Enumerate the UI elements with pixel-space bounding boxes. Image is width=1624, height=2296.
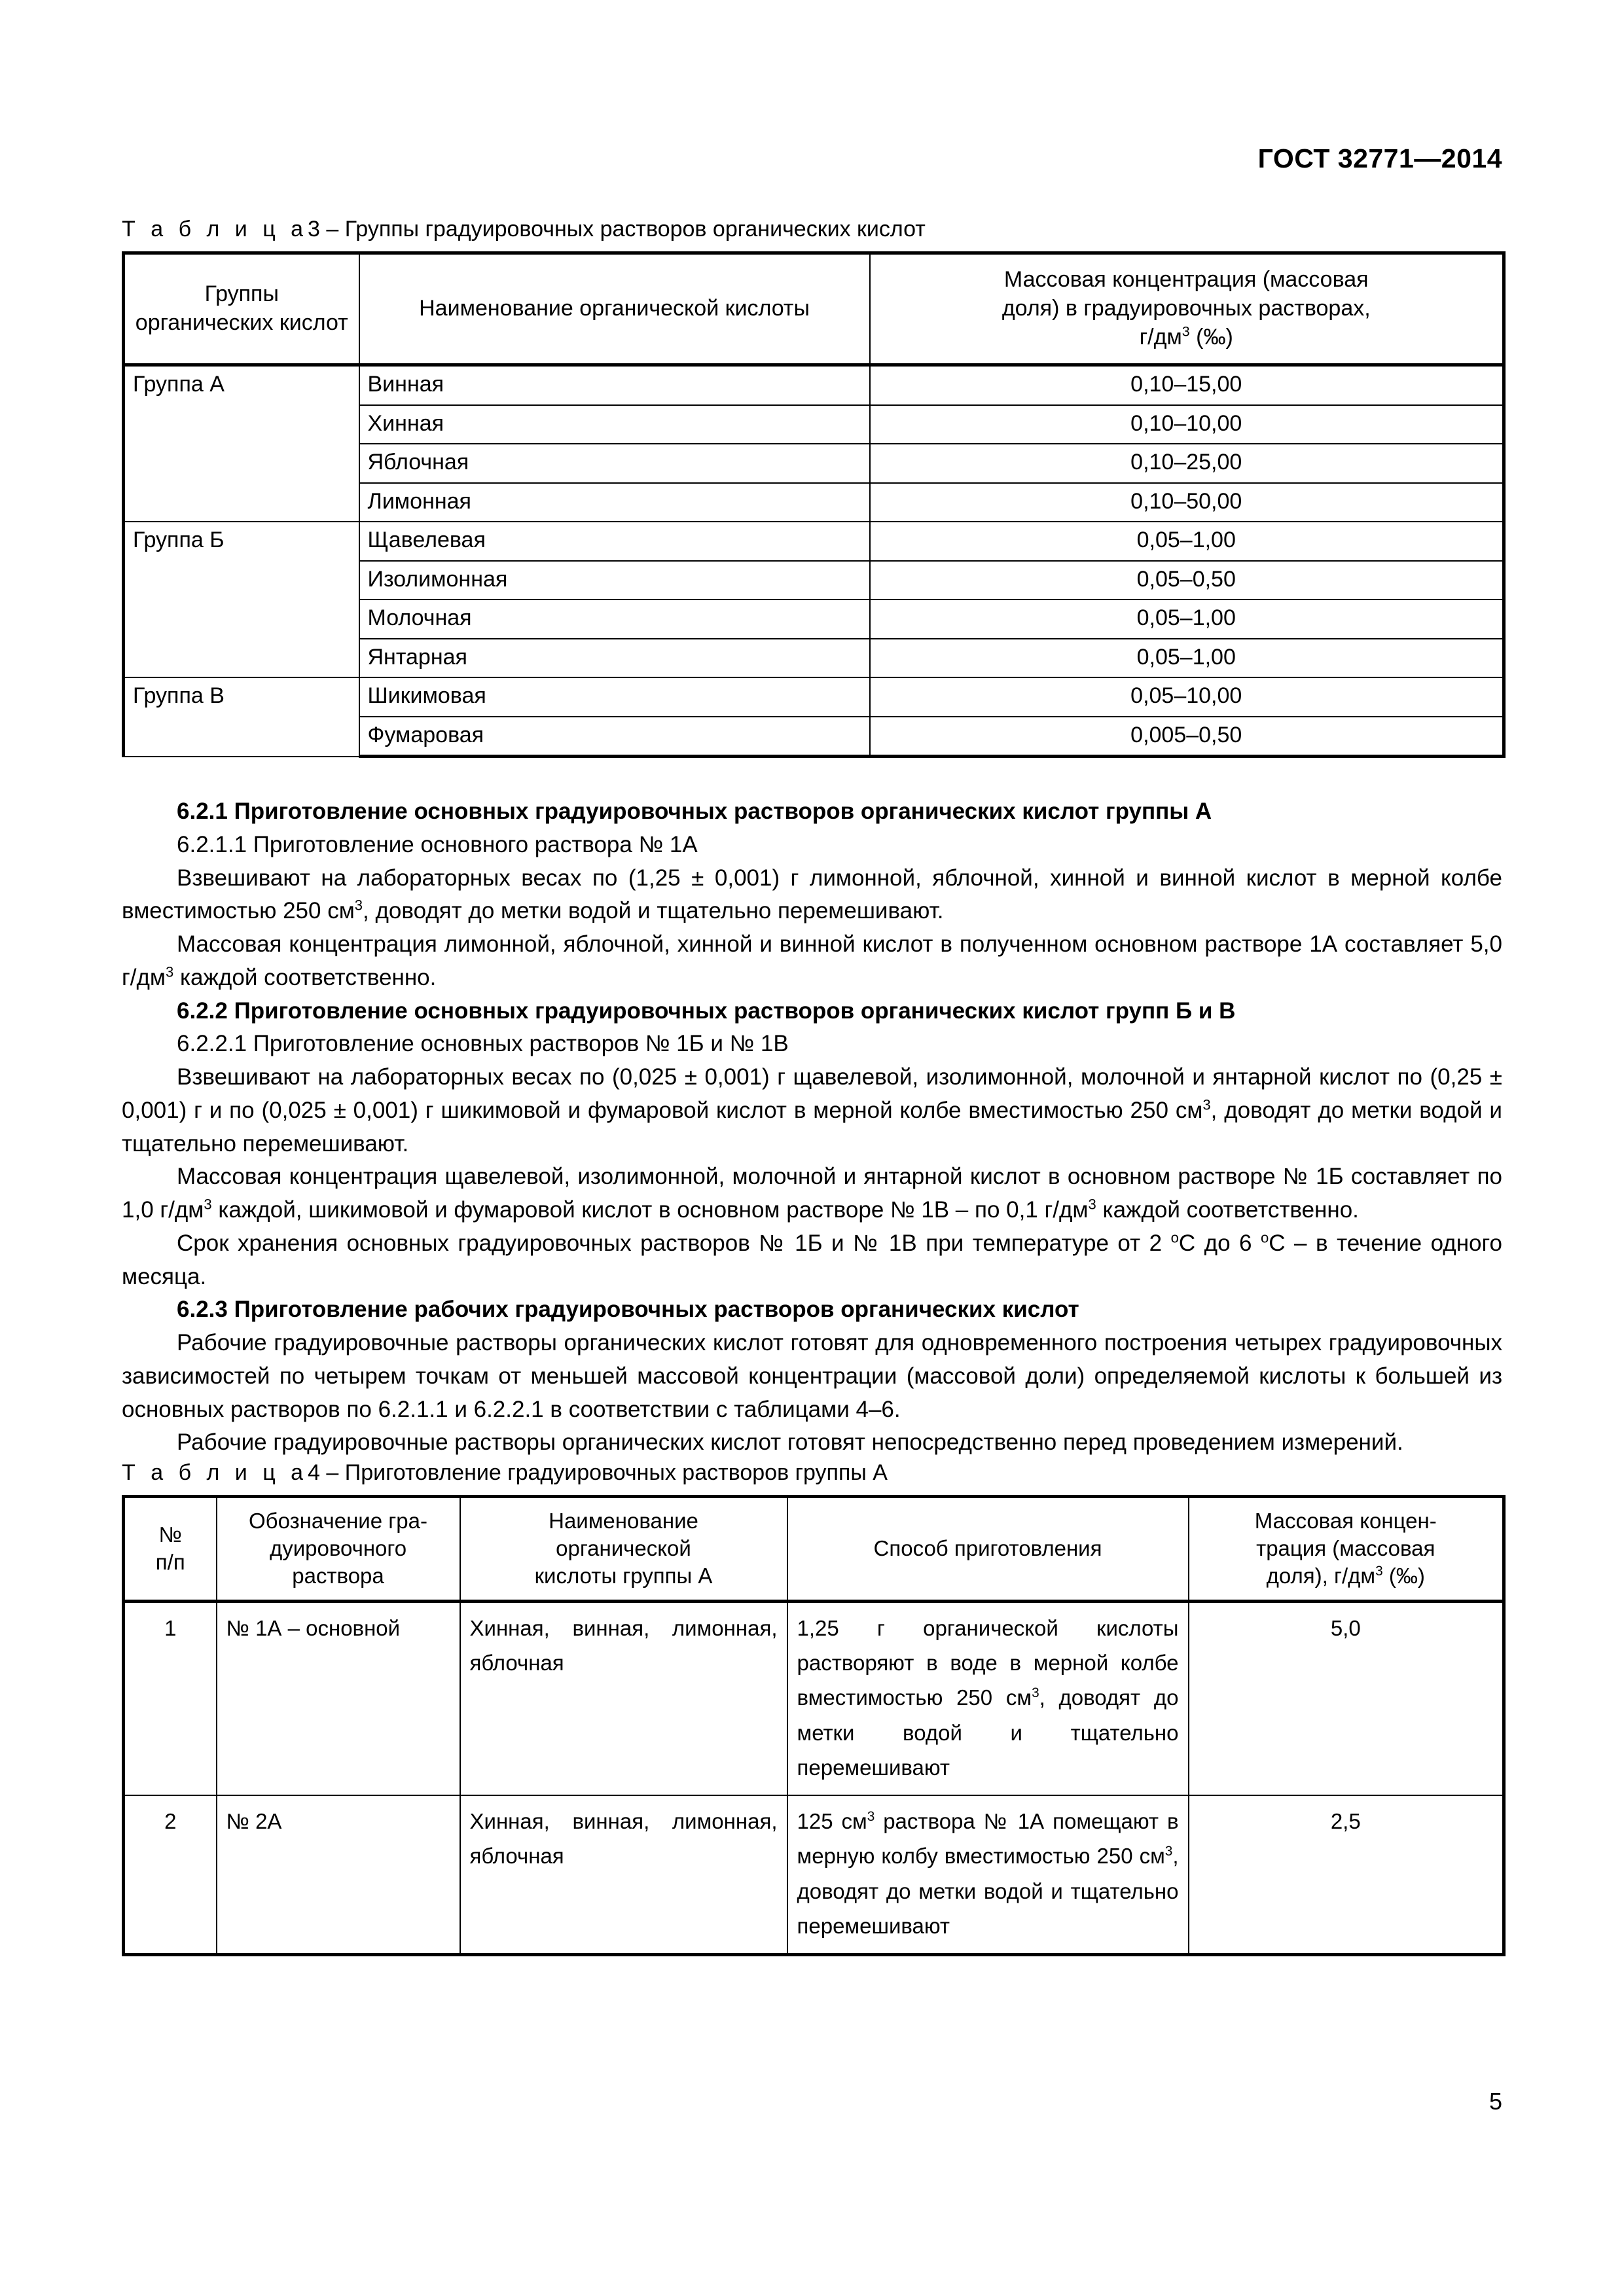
table4-body (124, 1601, 1504, 1954)
p2-text-b: каждой, шикимовой и фумаровой кислот в основном растворе № 1В – по 0,1 г/дм (211, 1197, 1089, 1223)
cubic-superscript: 3 (1088, 1196, 1096, 1213)
p1-text-a: Взвешивают на лабораторных весах по (0,025 ± 0,001) г щавелевой, изолимонной, молочной и янтарной кислот по (0,25 ± 0,001) г и по (0,025 ± 0,001) г шикимовой и фумаровой кислот в мерной колбе вместимостью 250 см (122, 1064, 1502, 1123)
table4-col2-header-line1: Обозначение гра- (249, 1508, 427, 1533)
table3-col2-header: Наименование органической кислоты (359, 253, 870, 365)
p1-text-b: , доводят до метки водой и тщательно перемешивают. (363, 898, 944, 924)
table-row (124, 365, 1504, 405)
p1-text-b: , доводят до метки водой и тщательно перемешивают. (122, 1097, 1502, 1157)
p2-text-a: Массовая концентрация щавелевой, изолимонной, молочной и янтарной кислот в основном растворе № 1Б составляет по 1,0 г/дм (122, 1164, 1502, 1223)
table4-caption-dash: – (326, 1460, 339, 1486)
method-text-b: раствора № 1А помещают в мерную колбу вместимостью 250 см (797, 1808, 1179, 1869)
table4-caption-title: Приготовление градуировочных растворов группы А (344, 1460, 888, 1486)
table3-group-name: Группа А (124, 365, 359, 522)
table4-method (787, 1601, 1189, 1795)
table3-caption-number: 3 (308, 217, 320, 242)
method-text-b: , доводят до метки водой и тщательно перемешивают (797, 1685, 1179, 1780)
table4-col3-header-line1: Наименование (549, 1508, 698, 1533)
page-number: 5 (1489, 2088, 1502, 2115)
table3-concentration: 0,10–50,00 (870, 483, 1504, 522)
cubic-superscript: 3 (867, 1808, 875, 1824)
table3-acid-name: Изолимонная (359, 561, 870, 600)
section-6-2-2-1-heading: 6.2.2.1 Приготовление основных растворов № 1Б и № 1В (177, 1031, 789, 1057)
table3-acid-name: Щавелевая (359, 522, 870, 560)
p2-text-a: Массовая концентрация лимонной, яблочной, хинной и винной кислот в полученном основном растворе 1А составляет 5,0 г/дм (122, 931, 1502, 990)
table3-body (124, 365, 1504, 757)
table3-concentration: 0,05–10,00 (870, 677, 1504, 716)
table4-col2-header (217, 1496, 460, 1601)
table4-concentration: 2,5 (1189, 1795, 1504, 1954)
table-row (124, 522, 1504, 560)
section-6-2-3-heading: 6.2.3 Приготовление рабочих градуировочных растворов органических кислот (177, 1297, 1079, 1323)
table4-col1-header-line1: № (158, 1522, 182, 1547)
table3-col3-header-line2: доля) в градуировочных растворах, (1001, 295, 1371, 321)
table3-concentration: 0,05–0,50 (870, 561, 1504, 600)
table-row (124, 677, 1504, 716)
table3-col3-header (870, 253, 1504, 365)
table4-col3-header-line3: кислоты группы А (534, 1564, 713, 1588)
table4-col3-header-line2: органической (556, 1536, 691, 1561)
table3-caption-title: Группы градуировочных растворов органических кислот (344, 217, 926, 242)
table4-caption-label: Т а б л и ц а (122, 1460, 308, 1486)
section-6-2-2-1-paragraph-3 (122, 1227, 1502, 1294)
table4-designation: № 2А (217, 1795, 460, 1954)
table3-col1-header: Группы органических кислот (124, 253, 359, 365)
table4-col3-header (460, 1496, 787, 1601)
table3-caption-dash: – (326, 217, 339, 242)
cubic-superscript: 3 (1202, 1096, 1211, 1113)
table-row (124, 1795, 1504, 1954)
method-text-a: 1,25 г органической кислоты растворяют в воде в мерной колбе вместимостью 250 см (797, 1615, 1179, 1710)
table4-col5-header-line1: Массовая концен- (1254, 1508, 1437, 1533)
table3-concentration: 0,10–25,00 (870, 444, 1504, 482)
section-6-2-3-paragraph-2: Рабочие градуировочные растворы органических кислот готовят непосредственно перед проведением измерений. (177, 1429, 1403, 1456)
p3-text-b: С до 6 (1178, 1230, 1261, 1256)
p3-text-c: С – в течение одного месяца. (122, 1230, 1502, 1289)
table4-concentration: 5,0 (1189, 1601, 1504, 1795)
table3-group-name: Группа Б (124, 522, 359, 677)
table3-concentration: 0,10–15,00 (870, 365, 1504, 405)
p2-text-b: каждой соответственно. (173, 964, 437, 990)
degree-superscript: о (1261, 1229, 1269, 1246)
page-content (122, 0, 1502, 1956)
table3-col3-header-unit: г/дм (1139, 325, 1182, 350)
table4-row-number: 1 (124, 1601, 217, 1795)
method-text-c: , доводят до метки водой и тщательно перемешивают (797, 1844, 1179, 1939)
table4-acid-name: Хинная, винная, лимонная, яблочная (460, 1795, 787, 1954)
table3-acid-name: Яблочная (359, 444, 870, 482)
table4-col2-header-line2: дуировочного (269, 1536, 407, 1561)
degree-superscript: о (1170, 1229, 1179, 1246)
p1-text-a: Взвешивают на лабораторных весах по (1,25 ± 0,001) г лимонной, яблочной, хинной и винной кислот в мерной колбе вместимостью 250 см (122, 865, 1502, 924)
table3-col3-header-permille: (‰) (1189, 325, 1233, 350)
table4-caption-number: 4 (308, 1460, 320, 1486)
table3-acid-name: Шикимовая (359, 677, 870, 716)
table3-acid-name: Молочная (359, 600, 870, 638)
section-6-2-1-1-paragraph-2 (122, 928, 1502, 995)
table4-header-row (124, 1496, 1504, 1601)
p2-text-c: каждой соответственно. (1096, 1197, 1359, 1223)
table4-col5-header-superscript: 3 (1375, 1564, 1383, 1579)
table3-acid-name: Лимонная (359, 483, 870, 522)
table3-col3-header-line1: Массовая концентрация (массовая (1003, 266, 1369, 292)
table3-concentration: 0,005–0,50 (870, 717, 1504, 757)
table3-col3-header-superscript: 3 (1182, 323, 1190, 340)
table4-col1-header (124, 1496, 217, 1601)
section-6-2-1-heading: 6.2.1 Приготовление основных градуировочных растворов органических кислот группы А (177, 798, 1212, 825)
table3-group-name: Группа В (124, 677, 359, 756)
table4-col5-header-line2: трация (массовая (1256, 1536, 1435, 1561)
table4-col4-header: Способ приготовления (787, 1496, 1189, 1601)
section-6-2-2-1-paragraph-1 (122, 1061, 1502, 1160)
table3-acid-name: Фумаровая (359, 717, 870, 757)
table4-col2-header-line3: раствора (292, 1564, 384, 1588)
table3 (122, 251, 1506, 758)
cubic-superscript: 3 (165, 963, 174, 980)
table3-caption-label: Т а б л и ц а (122, 217, 308, 242)
table4-col1-header-line2: п/п (155, 1550, 185, 1575)
section-6-2-2-1-paragraph-2 (122, 1160, 1502, 1227)
table-row (124, 1601, 1504, 1795)
cubic-superscript: 3 (1164, 1844, 1173, 1859)
table3-acid-name: Янтарная (359, 639, 870, 677)
table3-head (124, 253, 1504, 365)
table4-designation: № 1А – основной (217, 1601, 460, 1795)
table4-row-number: 2 (124, 1795, 217, 1954)
cubic-superscript: 3 (1032, 1685, 1039, 1701)
method-text-a: 125 см (797, 1808, 867, 1833)
table3-concentration: 0,10–10,00 (870, 405, 1504, 444)
table4-acid-name: Хинная, винная, лимонная, яблочная (460, 1601, 787, 1795)
table3-concentration: 0,05–1,00 (870, 522, 1504, 560)
table3-concentration: 0,05–1,00 (870, 600, 1504, 638)
table4 (122, 1495, 1506, 1956)
table4-head (124, 1496, 1504, 1601)
table3-concentration: 0,05–1,00 (870, 639, 1504, 677)
table4-method (787, 1795, 1189, 1954)
section-6-2-1-1-heading: 6.2.1.1 Приготовление основного раствора № 1А (177, 831, 698, 857)
table4-col5-header-unit: доля), г/дм (1266, 1564, 1376, 1588)
cubic-superscript: 3 (204, 1196, 212, 1213)
p3-text-a: Срок хранения основных градуировочных растворов № 1Б и № 1В при температуре от 2 (177, 1230, 1171, 1256)
cubic-superscript: 3 (354, 897, 363, 914)
table3-acid-name: Винная (359, 365, 870, 405)
section-6-2-3-paragraph-1: Рабочие градуировочные растворы органических кислот готовят для одновременного построения четырех градуировочных зависимостей по четырем точкам от меньшей массовой концентрации (массовой доли) определяемой кислоты к большей из основных растворов по 6.2.1.1 и 6.2.2.1 в соответствии с таблицами 4–6. (122, 1330, 1502, 1422)
table3-acid-name: Хинная (359, 405, 870, 444)
table4-col5-header (1189, 1496, 1504, 1601)
table3-header-row (124, 253, 1504, 365)
table3-caption (122, 216, 1502, 243)
section-6-2-1-1-paragraph-1 (122, 862, 1502, 929)
section-6-2-2-heading: 6.2.2 Приготовление основных градуировочных растворов органических кислот групп Б и В (177, 997, 1236, 1024)
standard-header: ГОСТ 32771—2014 (1257, 143, 1502, 173)
table4-col5-header-permille: (‰) (1382, 1564, 1425, 1588)
table4-caption (122, 1460, 1502, 1486)
